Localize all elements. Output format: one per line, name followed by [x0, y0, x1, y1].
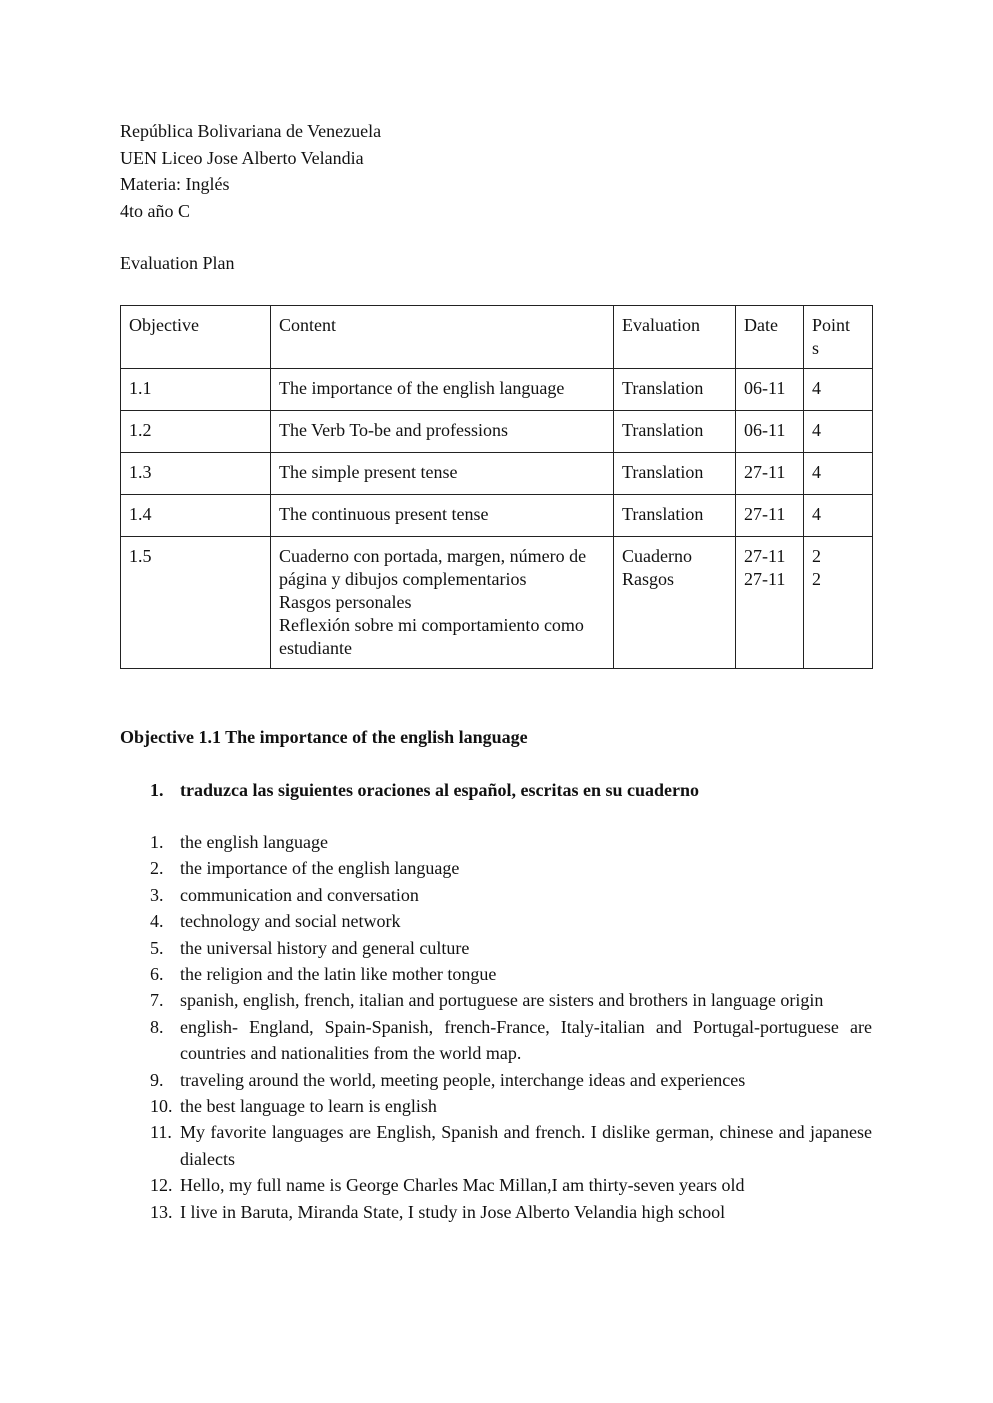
- cell-evaluation-line: Cuaderno: [622, 546, 692, 566]
- header-content: Content: [271, 306, 614, 369]
- cell-date-line: 27-11: [744, 462, 786, 482]
- cell-points-line: 4: [812, 378, 821, 398]
- list-item-number: 2.: [150, 858, 164, 879]
- cell-content-line: The Verb To-be and professions: [279, 420, 509, 440]
- cell-date: [736, 453, 804, 495]
- list-item: [120, 1199, 872, 1225]
- instruction: [150, 777, 699, 803]
- cell-content: [271, 411, 614, 453]
- table-row: [121, 411, 873, 453]
- table-header-row: [121, 306, 873, 369]
- cell-date-line: 06-11: [744, 378, 786, 398]
- list-item-text: spanish, english, french, italian and portuguese are sisters and brothers in language origin: [180, 990, 824, 1011]
- cell-objective: 1.4: [121, 495, 271, 537]
- list-item: [120, 908, 872, 934]
- cell-points: [804, 495, 873, 537]
- cell-points-line: 4: [812, 462, 821, 482]
- list-item-number: 11.: [150, 1122, 172, 1143]
- list-item-text: the best language to learn is english: [180, 1096, 437, 1117]
- header-date: Date: [736, 306, 804, 369]
- cell-evaluation: [614, 411, 736, 453]
- cell-date: [736, 537, 804, 669]
- cell-evaluation-line: Translation: [622, 504, 704, 524]
- cell-content-line: The simple present tense: [279, 462, 458, 482]
- list-item-text: My favorite languages are English, Spanish and french. I dislike german, chinese and japanese dialects: [180, 1122, 872, 1169]
- list-item-number: 10.: [150, 1096, 173, 1117]
- cell-content-line: Cuaderno con portada, margen, número de página y dibujos complementarios: [279, 546, 587, 589]
- list-item-text: the religion and the latin like mother tongue: [180, 964, 497, 985]
- list-item-number: 3.: [150, 884, 164, 905]
- list-item: [120, 882, 872, 908]
- list-item-number: 4.: [150, 911, 164, 932]
- list-item-number: 8.: [150, 1016, 164, 1037]
- evaluation-plan-title: Evaluation Plan: [120, 253, 235, 273]
- document-page: [120, 118, 872, 1222]
- header-school: UEN Liceo Jose Alberto Velandia: [120, 147, 364, 168]
- header-grade: 4to año C: [120, 200, 190, 221]
- cell-evaluation-line: Rasgos: [622, 569, 675, 589]
- table-row: [121, 495, 873, 537]
- list-item: [120, 987, 872, 1013]
- cell-evaluation: [614, 453, 736, 495]
- list-item-text: english- England, Spain-Spanish, french-France, Italy-italian and Portugal-portuguese are countries and nationalities from the world map.: [180, 1016, 872, 1064]
- section-title: Objective 1.1 The importance of the english language: [120, 727, 528, 747]
- header-country: República Bolivariana de Venezuela: [120, 121, 382, 141]
- list-item-number: 7.: [150, 990, 164, 1011]
- header-points: [804, 306, 873, 369]
- list-item: [120, 855, 872, 881]
- table-row: [121, 537, 873, 669]
- evaluation-plan-table: [120, 305, 873, 669]
- sentence-list: [120, 829, 872, 1225]
- list-item-text: communication and conversation: [180, 884, 419, 905]
- cell-content-line: The importance of the english language: [279, 378, 565, 398]
- cell-evaluation: [614, 495, 736, 537]
- cell-evaluation-line: Translation: [622, 462, 704, 482]
- list-item: [120, 961, 872, 987]
- cell-date-line: 27-11: [744, 504, 786, 524]
- list-item-text: I live in Baruta, Miranda State, I study in Jose Alberto Velandia high school: [180, 1201, 726, 1222]
- list-item: [120, 1067, 872, 1093]
- cell-date-line: 27-11: [744, 569, 786, 589]
- list-item-text: traveling around the world, meeting people, interchange ideas and experiences: [180, 1069, 746, 1090]
- list-item: [120, 1093, 872, 1119]
- cell-date-line: 27-11: [744, 546, 786, 566]
- cell-content-line: Rasgos personales: [279, 592, 412, 612]
- list-item-number: 5.: [150, 937, 164, 958]
- cell-points: [804, 453, 873, 495]
- cell-objective: 1.1: [121, 369, 271, 411]
- cell-points-line: 2: [812, 569, 821, 589]
- cell-content: [271, 537, 614, 669]
- cell-points: [804, 537, 873, 669]
- header-subject: Materia: Inglés: [120, 174, 230, 194]
- list-item-text: Hello, my full name is George Charles Mac Millan,I am thirty-seven years old: [180, 1175, 745, 1196]
- header-objective: Objective: [121, 306, 271, 369]
- list-item-number: 6.: [150, 964, 164, 985]
- list-item-number: 9.: [150, 1069, 164, 1090]
- list-item: [120, 1119, 872, 1172]
- cell-points: [804, 411, 873, 453]
- cell-points: [804, 369, 873, 411]
- instruction-text: traduzca las siguientes oraciones al español, escritas en su cuaderno: [180, 780, 699, 800]
- list-item: [120, 829, 872, 855]
- header-points-part-2: s: [812, 338, 820, 358]
- list-item: [120, 1172, 872, 1198]
- cell-evaluation-line: Translation: [622, 420, 704, 440]
- cell-evaluation: [614, 537, 736, 669]
- list-item-text: the universal history and general culture: [180, 937, 470, 958]
- list-item: [120, 1014, 872, 1067]
- cell-points-line: 4: [812, 504, 821, 524]
- cell-evaluation: [614, 369, 736, 411]
- cell-objective: 1.2: [121, 411, 271, 453]
- cell-content-line: The continuous present tense: [279, 504, 489, 524]
- instruction-number: 1.: [150, 780, 164, 800]
- cell-points-line: 4: [812, 420, 821, 440]
- list-item-number: 1.: [150, 832, 164, 852]
- cell-content: [271, 495, 614, 537]
- cell-content: [271, 453, 614, 495]
- cell-points-line: 2: [812, 546, 821, 566]
- cell-objective: 1.5: [121, 537, 271, 669]
- table-row: [121, 369, 873, 411]
- cell-date: [736, 369, 804, 411]
- cell-content-line: Reflexión sobre mi comportamiento como estudiante: [279, 615, 584, 658]
- list-item-text: technology and social network: [180, 911, 401, 932]
- cell-evaluation-line: Translation: [622, 378, 704, 398]
- list-item: [120, 935, 872, 961]
- list-item-text: the importance of the english language: [180, 858, 460, 879]
- list-item-number: 12.: [150, 1175, 173, 1196]
- cell-date: [736, 495, 804, 537]
- table-row: [121, 453, 873, 495]
- cell-date-line: 06-11: [744, 420, 786, 440]
- cell-objective: 1.3: [121, 453, 271, 495]
- list-item-text: the english language: [180, 832, 328, 852]
- header-evaluation: Evaluation: [614, 306, 736, 369]
- cell-date: [736, 411, 804, 453]
- header-points-part-1: Point: [812, 315, 851, 335]
- cell-content: [271, 369, 614, 411]
- list-item-number: 13.: [150, 1201, 173, 1222]
